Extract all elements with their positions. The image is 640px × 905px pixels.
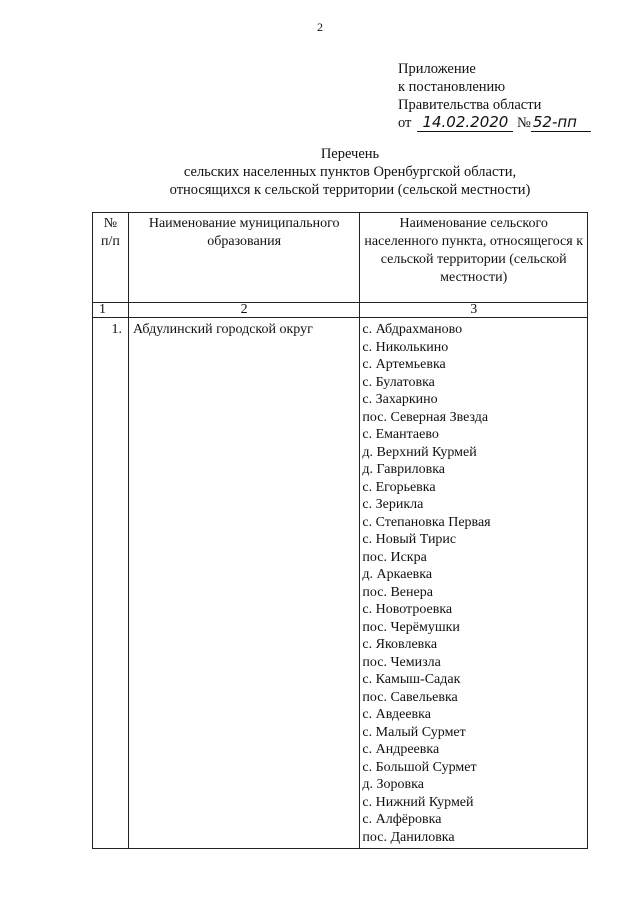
list-item: д. Аркаевка <box>362 567 433 582</box>
list-item: с. Авдеевка <box>362 707 431 722</box>
row-number: 1. <box>93 318 129 849</box>
list-item: с. Андреевка <box>362 742 440 757</box>
handwritten-number: 52-пп <box>531 114 591 132</box>
column-number-3: 3 <box>360 303 588 318</box>
list-item: с. Камыш-Садак <box>362 672 461 687</box>
list-item: с. Новый Тирис <box>362 532 457 547</box>
from-label: от <box>398 115 412 131</box>
list-item: пос. Северная Звезда <box>362 409 489 425</box>
list-item: с. Абдрахманово <box>362 322 463 337</box>
title-line-1: Перечень <box>320 146 380 162</box>
list-item: пос. Черёмушки <box>362 619 460 635</box>
list-item: с. Новотроевка <box>362 602 453 617</box>
list-item: с. Захаркино <box>362 392 438 407</box>
handwritten-date: 14.02.2020 <box>417 114 513 132</box>
column-number-row <box>93 303 588 318</box>
list-item: с. Булатовка <box>362 374 435 390</box>
list-item: пос. Искра <box>362 549 427 565</box>
list-item: с. Алфёровка <box>362 812 442 827</box>
list-item: д. Гавриловка <box>362 462 445 477</box>
appendix-line-2: к постановлению <box>398 79 506 95</box>
settlements-list <box>360 318 588 849</box>
list-item: с. Николькино <box>362 339 449 355</box>
list-item: пос. Чемизла <box>362 654 441 670</box>
list-item: с. Зерикла <box>362 497 424 512</box>
list-item: пос. Савельевка <box>362 689 458 705</box>
column-number-2: 2 <box>128 303 359 318</box>
title-line-2: сельских населенных пунктов Оренбургской области, <box>183 164 517 180</box>
municipality-name: Абдулинский городской округ <box>128 318 359 849</box>
appendix-line-1: Приложение <box>398 61 476 77</box>
header-municipality: Наименование муниципального образования <box>128 213 359 303</box>
header-number: № п/п <box>93 213 129 303</box>
number-label: № <box>517 115 531 131</box>
title-line-3: относящихся к сельской территории (сельской местности) <box>169 182 531 198</box>
list-item: с. Степановка Первая <box>362 514 491 530</box>
document-title <box>0 145 640 199</box>
table-row <box>93 318 588 849</box>
appendix-line-3: Правительства области <box>398 97 542 113</box>
list-item: с. Нижний Курмей <box>362 794 474 810</box>
appendix-block <box>398 60 591 132</box>
list-item: с. Малый Сурмет <box>362 724 466 740</box>
list-item: с. Большой Сурмет <box>362 759 477 775</box>
list-item: пос. Даниловка <box>362 829 455 845</box>
list-item: с. Егорьевка <box>362 479 436 495</box>
page-number: 2 <box>317 20 323 34</box>
list-item: с. Артемьевка <box>362 357 446 372</box>
table-header-row <box>93 213 588 303</box>
header-settlement: Наименование сельского населенного пункта, относящегося к сельской территории (сельской местности) <box>360 213 588 303</box>
list-item: пос. Венера <box>362 584 433 600</box>
column-number-1: 1 <box>93 303 129 318</box>
list-item: с. Емантаево <box>362 427 439 442</box>
settlements-table <box>92 212 588 849</box>
list-item: д. Зоровка <box>362 777 424 792</box>
list-item: с. Яковлевка <box>362 637 438 652</box>
list-item: д. Верхний Курмей <box>362 444 477 460</box>
appendix-date-number-line <box>398 114 591 132</box>
